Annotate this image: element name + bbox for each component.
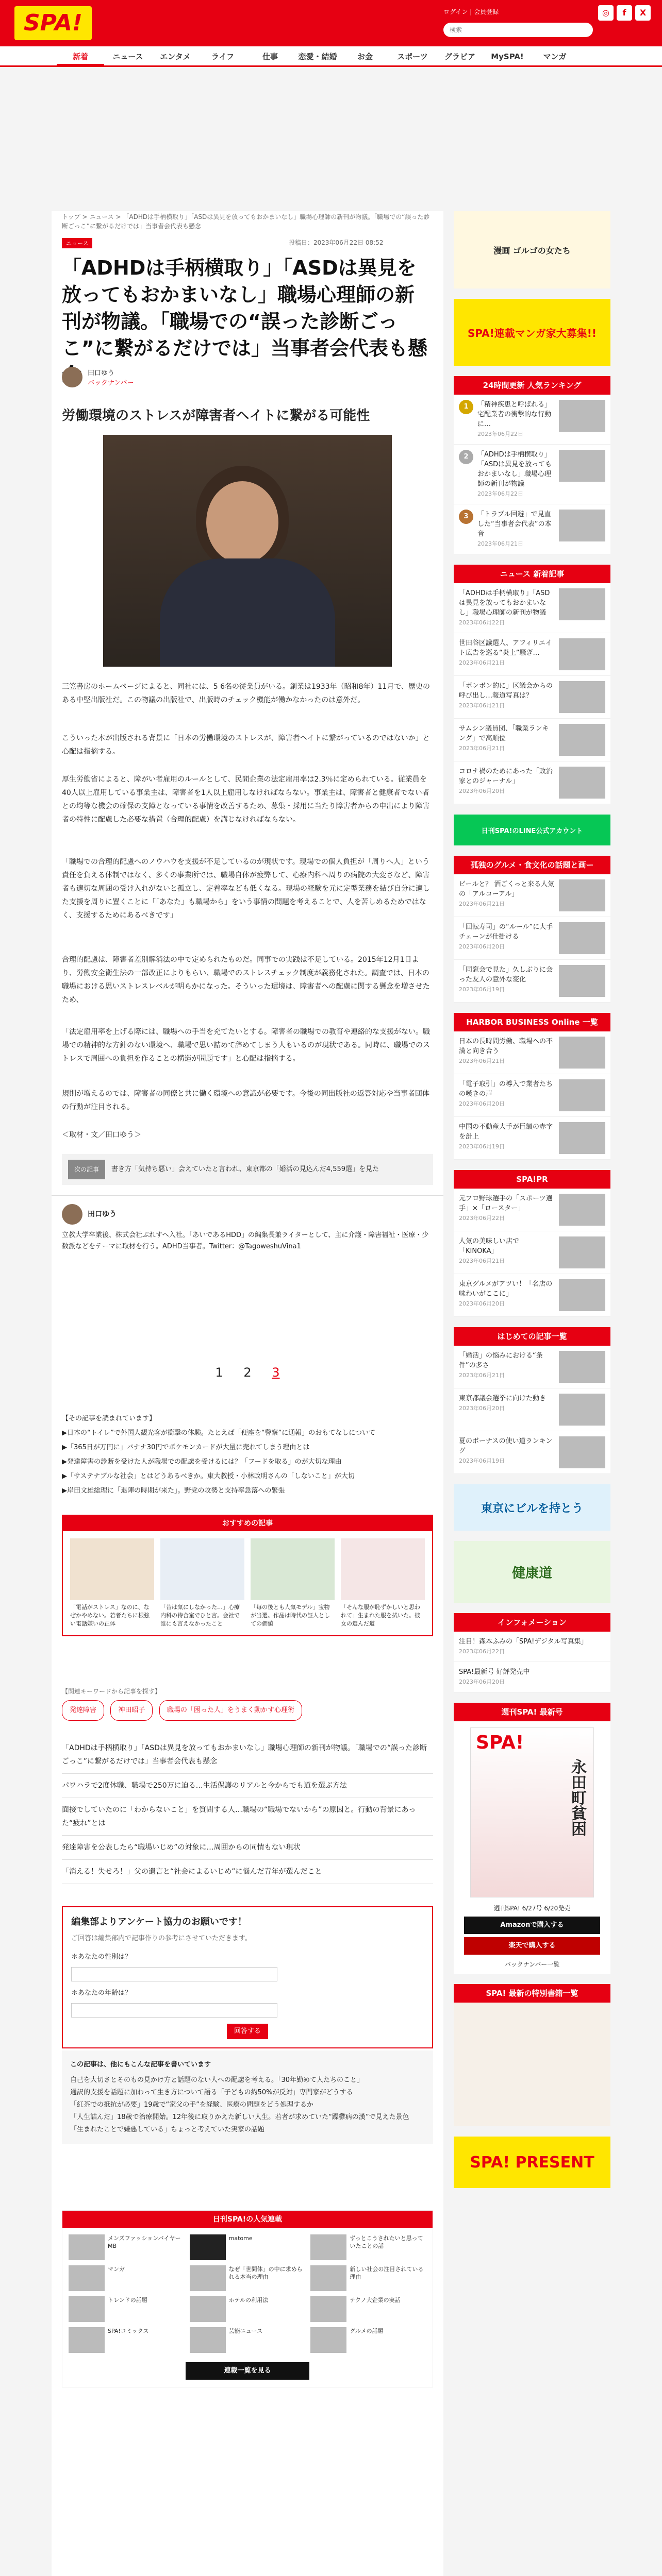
pickup-box [454, 1327, 610, 1474]
more-item[interactable]: 「人生詰んだ」18歳で治療開始。12年後に取りかえた新しい人生。若者が求めていた“躁鬱病の漢”で見えた景色 [70, 2113, 409, 2121]
line-banner[interactable]: 日刊SPA!のLINE公式アカウント [454, 815, 610, 845]
survey-q2: ＊あなたの年齢は？ [71, 1989, 132, 1997]
category-badge[interactable]: ニュース [62, 238, 92, 248]
survey-submit-button[interactable]: 回答する [227, 2024, 268, 2039]
series-item[interactable]: 新しい社会の注目されている理由 [310, 2265, 426, 2291]
survey-sub: ご回答は編集部内で記事作りの参考にさせていただきます。 [71, 1935, 252, 1942]
nav-item[interactable]: マンガ [543, 52, 567, 61]
related-item[interactable]: ▶発達障害の診断を受けた人が職場での配慮を受けるには？「フードを取る」のが大切な理由 [62, 1458, 342, 1466]
tags-label: 【関連キーワードから記事を探す】 [62, 1688, 161, 1695]
survey-q1: ＊あなたの性別は？ [71, 1953, 132, 1961]
tokyo-banner[interactable]: 東京にビルを持とう [454, 1484, 610, 1531]
more-heading: この記事は、他にもこんな記事を書いています [70, 2061, 211, 2069]
related-item[interactable]: ▶「サステナブルな社会」とはどうあるべきか。東大教授・小林政明さんの「しないこと」が大切 [62, 1472, 355, 1480]
series-item[interactable]: 芸能ニュース [190, 2327, 306, 2353]
topic-link[interactable]: パワハラで2度休職、職場で250万に迫る…生活保護のリアルと今からでも道を選ぶ方法 [62, 1774, 433, 1798]
info-item[interactable]: 注目！森本ふみの「SPA!デジタル写真集」 2023年06月22日 [454, 1632, 610, 1662]
news-item[interactable]: 世田谷区議選人、アフィリエイト広告を巡る“炎上”騒ぎ… 2023年06月21日 [454, 633, 610, 676]
ranking-box [454, 376, 610, 554]
magazine-date: 週刊SPA! 6/27号 6/20発売 [493, 1905, 571, 1912]
series-item[interactable]: なぜ「世間体」の中に求められる本当の理由 [190, 2265, 306, 2291]
harbor-box [454, 1013, 610, 1160]
magazine-box [454, 1703, 610, 1974]
recommend-heading: おすすめの記事 [63, 1516, 432, 1531]
series-item[interactable]: SPA!コミックス [69, 2327, 185, 2353]
gourmet-item[interactable]: 「同窓会で見た」久しぶりに会った友人の意外な変化 2023年06月19日 [454, 960, 610, 1003]
topic-link[interactable]: 発達障害を公表したら“職場いじめ”の対象に…周囲からの同情もない現状 [62, 1836, 433, 1860]
next-title[interactable]: 書き方「気持ち悪い」会えていたと言われ、東京都の「婚活の見込んだ4,559選」を見た [111, 1165, 379, 1173]
rakuten-button[interactable]: 楽天で購入する [464, 1937, 600, 1955]
tag-list [52, 1700, 443, 1721]
series-item[interactable]: テクノ大企業の実話 [310, 2296, 426, 2322]
x-icon[interactable]: X [635, 5, 651, 21]
author-bio [52, 1195, 443, 1252]
global-nav [0, 46, 662, 67]
post-date: 投稿日：2023年06月22日 08:52 [289, 239, 384, 246]
site-header [0, 0, 662, 46]
series-item[interactable]: トレンドの話題 [69, 2296, 185, 2322]
sidebar-ad-manga[interactable]: 漫画 ゴルゴの女たち [454, 211, 610, 289]
recommend-box [62, 1515, 433, 1636]
avatar [62, 1204, 82, 1225]
pickup-item[interactable]: 「婚活」の悩みにおける“条件”の多さ 2023年06月21日 [454, 1346, 610, 1388]
pr-item[interactable]: 人気の美味しい店で「KINOKA」 2023年06月21日 [454, 1231, 610, 1274]
popular-series [62, 2210, 433, 2387]
breadcrumb[interactable]: トップ > ニュース > 「ADHDは手柄横取り」「ASDは異見を放ってもおかまいなし」職場心理師の新刊が物議。「職場での“誤った診断ごっこ”に繋がるだけでは」当事者会代表も懸念 [62, 213, 430, 230]
more-item[interactable]: 自己を大切さとそのもの見かけ方と話題のない人への配慮を考える。「30年勤めて人たちのこと」 [70, 2076, 364, 2084]
special-box [454, 1984, 610, 2126]
topic-link[interactable]: 「ADHDは手柄横取り」「ASDは異見を放ってもおかまいなし」職場心理師の新刊が物議。「職場での“誤った診断ごっこ”に繋がるだけでは」当事者会代表も懸念 [62, 1736, 433, 1774]
bio-text: 立教大学卒業後、株式会社ぷれすへ入社。「あいであるHDD」の編集長兼ライターとして、主に介護・障害福祉・医療・少数派などをテーマに取材を行う。ADHD当事者。Twitter：@TagoweshuVina1 [62, 1231, 429, 1250]
nav-item[interactable]: 新着 [57, 46, 104, 65]
news-item[interactable]: コロナ禍のためにあった「政治家とのジャーナル」 2023年06月20日 [454, 761, 610, 804]
magazine-cover[interactable]: SPA! 永田町貧困 [470, 1727, 594, 1897]
pagination [52, 1365, 443, 1380]
topic-link[interactable]: 「消える！失せろ！」父の遺言と“社会によるいじめ”に悩んだ青年が選んだこと [62, 1860, 433, 1884]
article-paragraph: 「法定雇用率を上げる際には、職場への手当を充てたいとする。障害者の職場での教育や連絡的な支援がない。職場での精神的な方針のない環境へ、職場で思い詰めて辞めてしまう人もいるのが現状である。同時に、職場でのストレスで周囲への負担を作ることの構造が問題です」と心配は指摘する。 [62, 1028, 430, 1063]
series-item[interactable]: ホテルの利用法 [190, 2296, 306, 2322]
search-input[interactable] [443, 23, 593, 37]
pickup-item[interactable]: 夏のボーナスの使い道ランキング 2023年06月19日 [454, 1431, 610, 1474]
sidebar [454, 211, 610, 2198]
related-item[interactable]: ▶日本の“トイレ”で外国人観光客が衝撃の体験。たとえば「便座を“警察”に通報」のおもてなしについて [62, 1429, 376, 1437]
series-item[interactable]: matome [190, 2234, 306, 2260]
nav-item[interactable]: エンタメ [160, 52, 191, 61]
harbor-item[interactable]: 中国の不動産大手が巨額の赤字を計上 2023年06月19日 [454, 1117, 610, 1160]
backnumber-list-link[interactable]: バックナンバー一覧 [504, 1961, 560, 1968]
more-articles [62, 2050, 433, 2144]
pr-item[interactable]: 東京グルメがアツい！「名店の味わいがここに」 2023年06月20日 [454, 1274, 610, 1317]
more-item[interactable]: 「生まれたことで嫌悪している」ちょっと考えていた実家の話題 [70, 2126, 265, 2133]
ranking-item[interactable]: 2 「ADHDは手柄横取り」「ASDは異見を放ってもおかまいなし」職場心理師の新刊が物議 2023年06月22日 [454, 445, 610, 504]
tag-chip[interactable]: 職場の「困った人」をうまく動かす心理術 [159, 1700, 302, 1721]
nav-item[interactable]: スポーツ [397, 52, 428, 61]
series-item[interactable]: マンガ [69, 2265, 185, 2291]
related-heading: 【その記事を読まれています】 [62, 1415, 156, 1422]
article-photo [103, 435, 392, 667]
news-heading: ニュース 新着記事 [454, 565, 610, 583]
amazon-button[interactable]: Amazonで購入する [464, 1917, 600, 1934]
more-item[interactable]: 通訳的支援を話題に加わって生き方について語る「子どもの約50%が反対」専門家がどうする [70, 2089, 353, 2096]
survey-title: 編集部よりアンケート協力のお願いです！ [71, 1917, 247, 1927]
account-links[interactable]: ログイン | 会員登録 [443, 8, 499, 15]
special-book-image[interactable] [454, 2003, 610, 2126]
article-paragraph: 厚生労働省によると、障がい者雇用のルールとして、民間企業の法定雇用率は2.3％に定められている。従業員を40人以上雇用している事業主は、障害者を1人以上雇用しなければならない。事業主は、障害者と健康者でない者との均等な機会の確保の支障となっている事情を改善するため、募集・採用に当たり障害者からの申出により障害者の特性に配慮した必要な措置（合理的配慮）を講じなければならない。 [62, 775, 430, 824]
related-item[interactable]: ▶「365日が万円に」バナナ30円でポケモンカードが大量に売れてしまう理由とは [62, 1444, 310, 1451]
bio-name[interactable]: 田口ゆう [88, 1210, 117, 1218]
article-paragraph: こういった本が出版される背景に「日本の労働環境のストレスが、障害者ヘイトに繋がっているのではないか」と心配は指摘する。 [62, 734, 430, 756]
series-heading: 日刊SPA!の人気連載 [62, 2211, 433, 2228]
gourmet-heading: 孤独のグルメ・食文化の話題と画ー [454, 856, 610, 874]
harbor-item[interactable]: 日本の長時間労働、職場への不満と向き合う 2023年06月21日 [454, 1031, 610, 1074]
pr-box [454, 1170, 610, 1317]
section-heading: 労働環境のストレスが障害者ヘイトに繋がる可能性 [62, 408, 370, 423]
harbor-item[interactable]: 「電子取引」の導入で業者たちの嘆きの声 2023年06月20日 [454, 1074, 610, 1117]
present-banner[interactable]: SPA! PRESENT [454, 2137, 610, 2188]
info-item[interactable]: SPA!最新号 好評発売中 2023年06月20日 [454, 1662, 610, 1692]
tag-chip[interactable]: 神田昭子 [110, 1700, 153, 1721]
photo-credit: ＜取材・文／田口ゆう＞ [62, 1131, 141, 1139]
info-heading: インフォメーション [454, 1613, 610, 1632]
nav-item[interactable]: ニュース [112, 52, 143, 61]
nav-item[interactable]: グラビア [444, 52, 475, 61]
news-item[interactable]: 「ADHDは手柄横取り」「ASDは異見を放ってもおかまいなし」職場心理師の新刊が物議 2023年06月22日 [454, 583, 610, 633]
related-item[interactable]: ▶岸田文雄総理に「退陣の時期が来た」。野党の攻勢と支持率急落への緊張 [62, 1487, 285, 1495]
page-link[interactable]: 1 [215, 1365, 223, 1380]
article-paragraph: 三笠書房のホームページによると、同社には、5 6名の従業員がいる。創業は1933年（昭和8年）11月で、歴史のある中堅出版社だ。この物議の出版社で、出版時のチェック機能が働かなかったのは意外だ。 [62, 683, 431, 704]
nav-item[interactable]: ライフ [211, 52, 235, 61]
news-box [454, 565, 610, 804]
health-banner[interactable]: 健康道 [454, 1541, 610, 1603]
survey-box [62, 1906, 433, 2048]
pickup-heading: はじめての記事一覧 [454, 1327, 610, 1346]
nav-item[interactable]: お金 [357, 52, 373, 61]
next-label: 次の記事 [68, 1160, 105, 1179]
gender-select[interactable] [71, 1967, 277, 1981]
gourmet-box [454, 856, 610, 1003]
site-logo[interactable]: SPA! [14, 6, 92, 40]
instagram-icon[interactable]: ◎ [598, 5, 614, 21]
pickup-item[interactable]: 東京都議会選挙に向けた動き 2023年06月20日 [454, 1388, 610, 1431]
ranking-item[interactable]: 3 「トラブル回避」で見直した“当事者会代表”の本音 2023年06月21日 [454, 504, 610, 554]
gourmet-item[interactable]: ビールと？ 酒ごくっと来る人気の「アルコーアル」 2023年06月21日 [454, 874, 610, 917]
series-item[interactable]: グルメの話題 [310, 2327, 426, 2353]
topic-link[interactable]: 面接でしていたのに「わからないこと」を質問する人…職場の“職場でないから”の原因と。行動の背景にあった“疲れ”とは [62, 1798, 433, 1836]
series-item[interactable]: メンズファッションバイヤーMB [69, 2234, 185, 2260]
pr-item[interactable]: 元プロ野球選手の「スポーツ選手」×「ロースター」 2023年06月22日 [454, 1189, 610, 1231]
page-link[interactable]: 2 [243, 1365, 252, 1380]
news-item[interactable]: サムシン議員団、「職業ランキング」で高順位 2023年06月21日 [454, 719, 610, 761]
ranking-heading: 24時間更新 人気ランキング [454, 376, 610, 395]
nav-item[interactable]: 恋愛・結婚 [298, 52, 337, 61]
series-item[interactable]: ずっとこうされたいと思っていたことの話 [310, 2234, 426, 2260]
nav-item[interactable]: MySPA! [491, 52, 524, 61]
article-paragraph: 「職場での合理的配慮へのノウハウを支援が不足しているのが現状です。現場での個人負担が「周りへ人」という責任を負える体制ではなく、多くの事業所では、職場自体が疲弊して、心療内科へ周りの病院の大変さなど、障害者も適切な周囲の受け入れがないと孤立し、定着率なども低くなる。現場の経験を元に定型業務を結び自分に適した支援を周りに置くことに「「あなた」も職場から」をいう事情の問題を考えることで、人を苦しめるためではなく、支援するためにあるべきです」 [62, 858, 430, 920]
special-heading: SPA! 最新の特別書籍一覧 [454, 1984, 610, 2003]
page-link[interactable]: 3 [272, 1365, 280, 1380]
pr-heading: SPA!PR [454, 1170, 610, 1189]
recommend-card[interactable]: 「昔は気にしなかった…」心療内科の待合室でひと言。会社で誰にも言えなかったこと [160, 1538, 244, 1628]
facebook-icon[interactable]: f [617, 5, 632, 21]
related-list [52, 1412, 443, 1498]
avatar [62, 367, 82, 387]
info-box [454, 1613, 610, 1692]
author-name[interactable]: 田口ゆう [88, 369, 115, 377]
tag-chip[interactable]: 発達障害 [62, 1700, 104, 1721]
news-item[interactable]: 「ボンボン的に」区議会からの呼び出し…報道写真は？ 2023年06月21日 [454, 676, 610, 719]
nav-item[interactable]: 仕事 [262, 52, 278, 61]
next-article-box[interactable] [62, 1154, 433, 1185]
article-title: 「ADHDは手柄横取り」「ASDは異見を放ってもおかまいなし」職場心理師の新刊が物議。「職場での“誤った診断ごっこ”に繋がるだけでは」当事者会代表も懸 [62, 257, 427, 360]
more-item[interactable]: 「紅茶での抵抗が必要」19歳で“家父の手”を経験、医療の問題をどう処理するか [70, 2101, 314, 2109]
recommend-card[interactable]: 「電話がストレス」なのに、なぜかやめない。若者たちに根強い電話嫌いの正体 [70, 1538, 154, 1628]
article-paragraph: 合理的配慮は、障害者差別解消法の中で定められたものだ。同事での実践は不足している。2015年12月1日より、労働安全衛生法の一部改正によりもらい、職場でのストレスチェック制度が義務化された。調査では、日本の職場における思いストレスレベルが明らかになった。そういった環境は、障害者への配慮に関する懸念を増させたため、 [62, 956, 430, 1004]
author-row[interactable] [52, 367, 134, 387]
backnumber-link[interactable]: バックナンバー [88, 379, 134, 387]
series-more-button[interactable]: 連載一覧を見る [186, 2362, 309, 2380]
recommend-card[interactable]: 「毎の後とも人気モデル」宝物が当選。作品は時代の証人としての価値 [251, 1538, 335, 1628]
sidebar-ad-recruit[interactable]: SPA!連載マンガ家大募集!! [454, 299, 610, 366]
topic-links [52, 1736, 443, 1884]
age-select[interactable] [71, 2003, 277, 2018]
magazine-heading: 週刊SPA! 最新号 [454, 1703, 610, 1721]
recommend-card[interactable]: 「そんな服が恥ずかしいと思われて」生まれた服を拭いた。彼女の選んだ道 [341, 1538, 425, 1628]
article-paragraph: 規則が増えるのでは、障害者の同僚と共に働く環境への意識が必要です。今後の同出版社の返答対応や当事者団体の行動が注目される。 [62, 1090, 429, 1111]
gourmet-item[interactable]: 「回転寿司」の“ルール”に大手チェーンが仕掛ける 2023年06月20日 [454, 917, 610, 960]
ranking-item[interactable]: 1 「精神疾患と呼ばれる」宅配業者の衝撃的な行動に… 2023年06月22日 [454, 395, 610, 445]
harbor-heading: HARBOR BUSINESS Online 一覧 [454, 1013, 610, 1031]
